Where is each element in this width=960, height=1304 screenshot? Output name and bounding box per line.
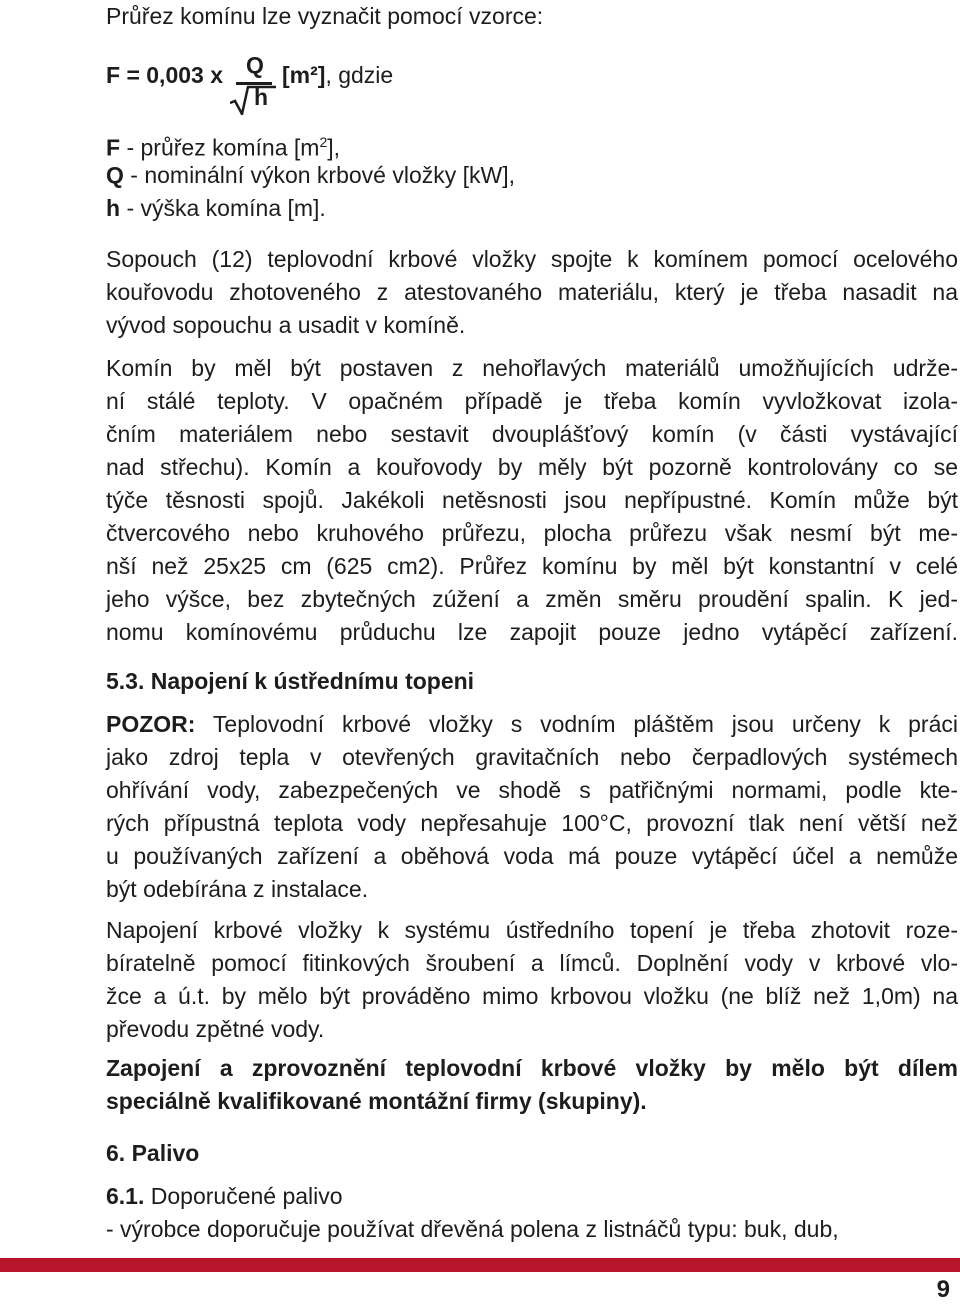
definition-q: Q - nominální výkon krbové vložky [kW], — [106, 162, 516, 188]
page-number: 9 — [936, 1276, 950, 1303]
paragraph-line: být odebírána z instalace. — [106, 876, 369, 902]
paragraph-line: nomu komínovému průduchu lze zapojit pouze jedno vytápěcí zařízení. — [106, 619, 958, 645]
paragraph-line: jeho výšce, bez zbytečných zúžení a změn směru proudění spalin. K jed- — [106, 586, 958, 612]
bold-note-line: Zapojení a zprovoznění teplovodní krbové vložky by mělo být dílem — [106, 1055, 958, 1081]
paragraph-line: u používaných zařízení a oběhová voda má pouze vytápěcí účel a nemůže — [106, 843, 958, 869]
paragraph-line: kouřovodu zhotoveného z atestovaného materiálu, který je třeba nasadit na — [106, 279, 958, 305]
paragraph-line: nší než 25x25 cm (625 cm2). Průřez komínu by měl být konstantní v celé — [106, 553, 958, 579]
formula-unit: [m²] — [282, 62, 326, 88]
formula-fraction — [236, 52, 276, 122]
paragraph-line: převodu zpětné vody. — [106, 1016, 325, 1042]
paragraph-line: ní stálé teploty. V opačném případě je třeba komín vyvložkovat izola- — [106, 388, 958, 414]
paragraph-line: vývod sopouchu a usadit v komíně. — [106, 312, 466, 338]
paragraph-line: čtvercového nebo kruhového průřezu, plocha průřezu však nesmí být me- — [106, 520, 958, 546]
section-heading-6: 6. Palivo — [106, 1140, 200, 1166]
subsection-label: 6.1. — [106, 1183, 145, 1209]
chimney-formula — [106, 52, 606, 122]
list-item: - výrobce doporučuje používat dřevěná polena z listnáčů typu: buk, dub, — [106, 1216, 839, 1242]
definition-f: F - průřez komína $[m^2]$, — [106, 134, 341, 161]
pozor-label: POZOR: — [106, 711, 196, 737]
paragraph-line: Napojení krbové vložky k systému ústředního topení je třeba zhotovit roze- — [106, 917, 958, 943]
formula-denominator: h — [254, 84, 269, 110]
paragraph-line: Komín by měl být postaven z nehořlavých materiálů umožňujících udrže- — [106, 355, 958, 381]
formula-lhs: F = 0,003 x — [106, 62, 223, 88]
footer-accent-bar — [0, 1258, 960, 1272]
subsection-6-1 — [106, 1180, 343, 1213]
paragraph-line: rých přípustná teplota vody nepřesahuje 100°C, provozní tlak není větší než — [106, 810, 958, 836]
section-heading-5-3: 5.3. Napojení k ústřednímu topeni — [106, 668, 475, 694]
paragraph-line: čním materiálem nebo sestavit dvouplášťový komín (v části vystávající — [106, 421, 958, 447]
paragraph-line: POZOR: Teplovodní krbové vložky s vodním pláštěm jsou určeny k práci — [106, 711, 958, 737]
formula-rhs — [282, 62, 393, 89]
definition-h: h - výška komína [m]. — [106, 195, 326, 221]
paragraph-line: žce a ú.t. by mělo být prováděno mimo krbovou vložku (ne blíž než 1,0m) na — [106, 983, 958, 1009]
paragraph-line: nad střechu). Komín a kouřovody by měly být pozorně kontrolovány co se — [106, 454, 958, 480]
bold-note-line: speciálně kvalifikované montážní firmy (skupiny). — [106, 1088, 647, 1114]
paragraph-line: ohřívání vody, zabezpečených ve shodě s patřičnými normami, podle kte- — [106, 777, 958, 803]
formula-tail: , gdzie — [325, 62, 394, 88]
formula-numerator: Q — [246, 52, 264, 78]
subsection-title: Doporučené palivo — [144, 1183, 343, 1209]
square-root-icon — [230, 85, 276, 115]
formula-intro: Průřez komínu lze vyznačit pomocí vzorce: — [106, 3, 544, 29]
paragraph-line: Sopouch (12) teplovodní krbové vložky spojte k komínem pomocí ocelového — [106, 246, 958, 272]
paragraph-line: bíratelně pomocí fitinkových šroubení a límců. Doplnění vody v krbové vlo- — [106, 950, 958, 976]
paragraph-line: týče těsnosti spojů. Jakékoli netěsnosti jsou nepřípustné. Komín může být — [106, 487, 958, 513]
paragraph-line: jako zdroj tepla v otevřených gravitačních nebo čerpadlových systémech — [106, 744, 958, 770]
